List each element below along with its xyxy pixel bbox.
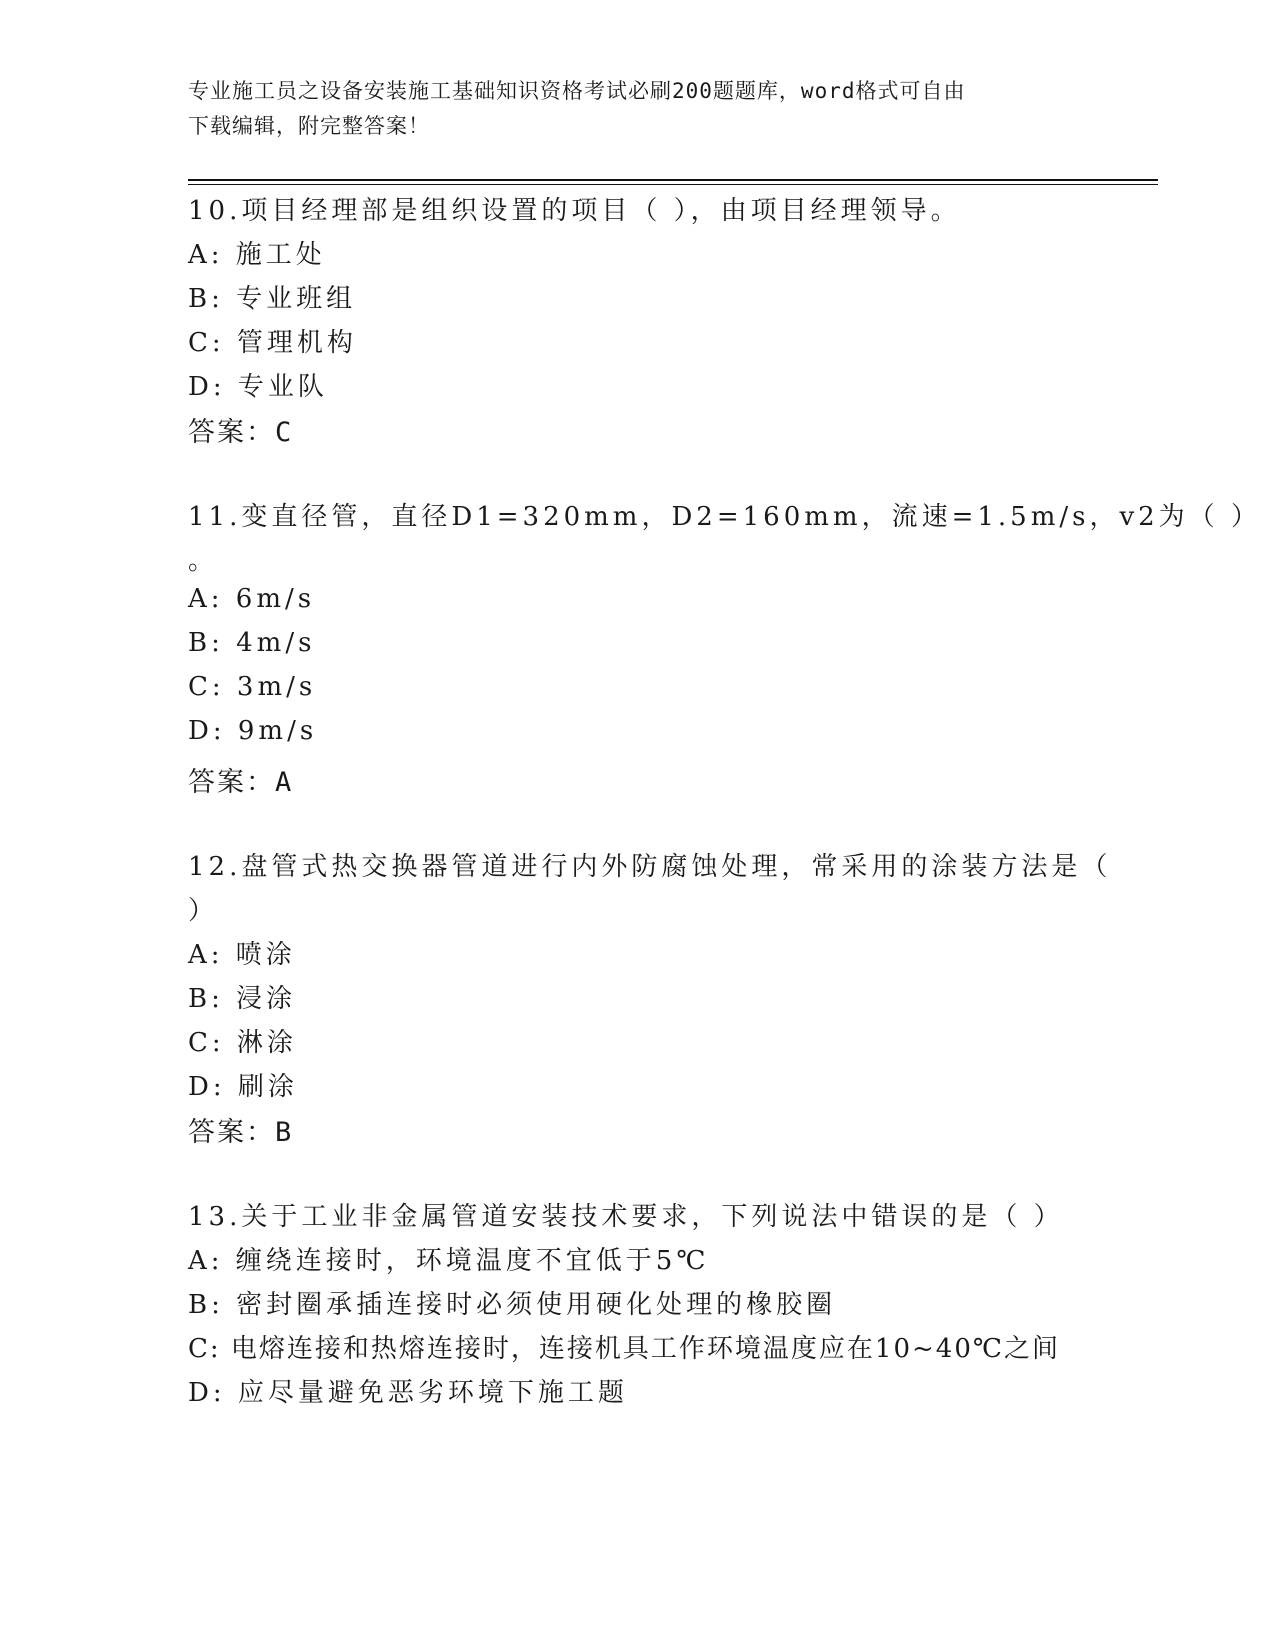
question-11-stem: 11.变直径管，直径D1=320mm，D2=160mm，流速=1.5m/s，v2为（ ） bbox=[188, 502, 1261, 532]
question-11-option-a: A: 6m/s bbox=[188, 584, 316, 614]
question-13-option-b: B: 密封圈承插连接时必须使用硬化处理的橡胶圈 bbox=[188, 1290, 837, 1320]
question-12-stem: 12.盘管式热交换器管道进行内外防腐蚀处理，常采用的涂装方法是（ bbox=[188, 852, 1112, 882]
question-11-option-d: D: 9m/s bbox=[188, 716, 318, 746]
question-13-option-d: D: 应尽量避免恶劣环境下施工题 bbox=[188, 1378, 628, 1408]
question-11-option-c: C: 3m/s bbox=[188, 672, 317, 702]
question-13-option-a: A: 缠绕连接时，环境温度不宜低于5℃ bbox=[188, 1246, 710, 1276]
question-12-option-b: B: 浸涂 bbox=[188, 984, 297, 1014]
question-12-option-a: A: 喷涂 bbox=[188, 940, 296, 970]
header-line-1: 专业施工员之设备安装施工基础知识资格考试必刷200题题库，word格式可自由 bbox=[188, 79, 966, 103]
question-11-answer: 答案：A bbox=[188, 767, 294, 798]
question-13-option-c: C: 电熔连接和热熔连接时，连接机具工作环境温度应在10~40℃之间 bbox=[188, 1334, 1060, 1364]
question-13-stem: 13.关于工业非金属管道安装技术要求，下列说法中错误的是（ ） bbox=[188, 1202, 1064, 1232]
question-10-stem: 10.项目经理部是组织设置的项目（ ），由项目经理领导。 bbox=[188, 196, 961, 226]
header-divider-thick bbox=[188, 179, 1158, 181]
question-12-answer: 答案：B bbox=[188, 1117, 294, 1148]
question-10-option-b: B: 专业班组 bbox=[188, 284, 357, 314]
header-divider-thin bbox=[188, 184, 1158, 185]
question-10-answer: 答案：C bbox=[188, 417, 294, 448]
document-header bbox=[188, 74, 1068, 144]
question-11-stem-continued: 。 bbox=[188, 546, 219, 576]
question-11-option-b: B: 4m/s bbox=[188, 628, 316, 658]
question-10-option-d: D: 专业队 bbox=[188, 372, 328, 402]
question-12-option-c: C: 淋涂 bbox=[188, 1028, 297, 1058]
question-10-option-a: A: 施工处 bbox=[188, 240, 326, 270]
question-10-option-c: C: 管理机构 bbox=[188, 328, 357, 358]
question-12-option-d: D: 刷涂 bbox=[188, 1072, 298, 1102]
header-line-2: 下载编辑，附完整答案！ bbox=[188, 114, 430, 138]
question-12-stem-continued: ） bbox=[188, 896, 219, 926]
